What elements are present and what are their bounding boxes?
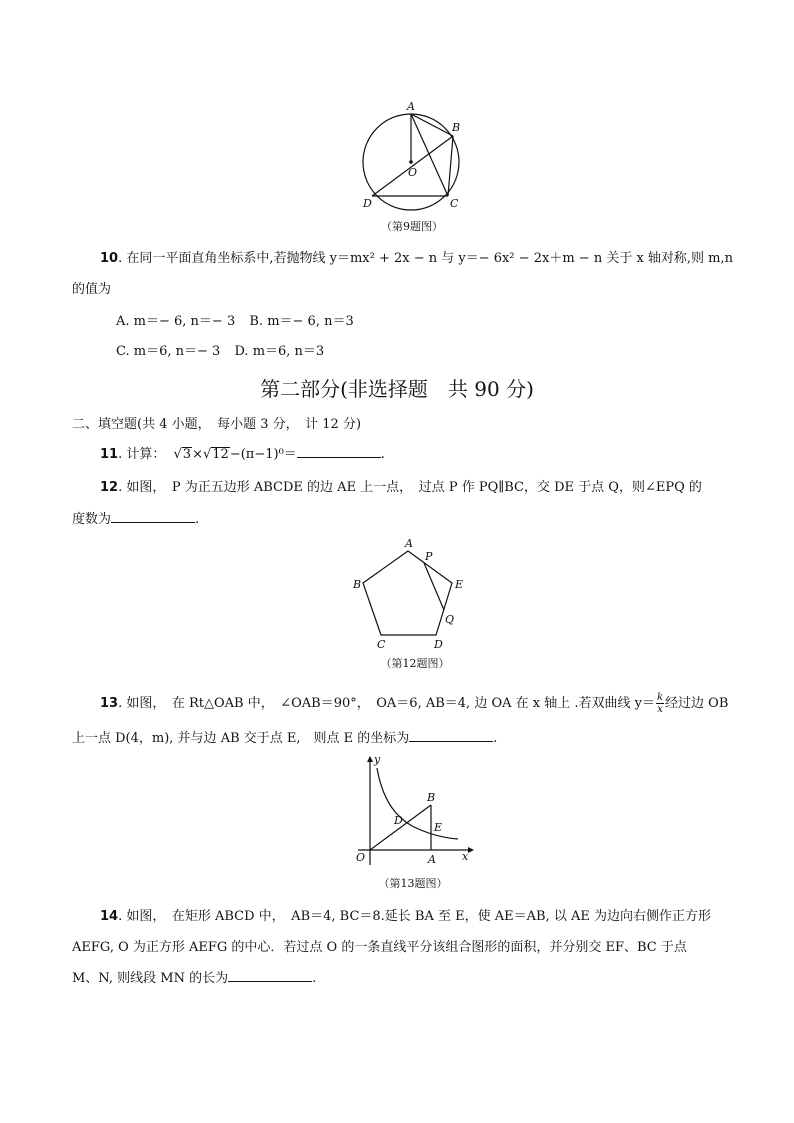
question-13-number: 13: [100, 696, 119, 711]
label-d: D: [363, 197, 372, 210]
option-c[interactable]: C. m＝6, n＝− 3: [116, 344, 221, 359]
question-11-rest: −(π−1)⁰＝: [229, 447, 297, 462]
hyperbola-curve: [377, 768, 458, 839]
question-14-text: . 如图， 在矩形 ABCD 中， AB＝4, BC＝8.延长 BA 至 E，使 AE＝AB, 以 AE 为边向右侧作正方形: [118, 909, 711, 924]
pentagon-abcde: [363, 551, 455, 635]
question-12-line-2: [72, 511, 199, 529]
question-11-prefix: . 计算：: [118, 447, 166, 462]
center-point-o: [409, 160, 413, 164]
question-13-end: .: [493, 731, 498, 746]
figure-12: [348, 536, 478, 654]
segment-ab: [411, 114, 453, 136]
sqrt-3: 3: [182, 447, 192, 462]
question-14-number: 14: [100, 909, 119, 924]
label-e: E: [455, 578, 464, 591]
label-q: Q: [445, 613, 455, 626]
option-d[interactable]: D. m＝6, n＝3: [234, 344, 325, 359]
question-14-line-2: AEFG, O 为正方形 AEFG 的中心．若过点 O 的一条直线平分该组合图形的面积，并分别交 EF、BC 于点: [72, 940, 687, 955]
label-x: x: [462, 850, 469, 863]
option-a[interactable]: A. m＝− 6, n＝− 3: [116, 314, 236, 329]
question-10-number: 10: [100, 251, 119, 266]
question-13-text-b: 经过边 OB: [665, 696, 729, 711]
label-o: O: [408, 166, 418, 179]
question-11-number: 11: [100, 447, 119, 462]
question-12-number: 12: [100, 480, 119, 495]
label-o: O: [356, 851, 366, 864]
label-y: y: [374, 753, 381, 766]
question-14-line-3: [72, 970, 316, 988]
figure-9-caption: （第9题图）: [381, 220, 443, 233]
sqrt-12: 12: [212, 447, 229, 462]
label-c: C: [450, 197, 459, 210]
figure-12-caption: （第12题图）: [380, 657, 450, 670]
fraction-k-over-x: $\frac{k}{x}$: [656, 692, 664, 715]
answer-blank-13[interactable]: [409, 741, 493, 742]
label-d: D: [394, 814, 403, 827]
question-10-options-row-1: [116, 313, 354, 331]
label-a: A: [407, 100, 415, 113]
answer-blank-12[interactable]: [111, 522, 195, 523]
segment-ob: [370, 805, 431, 850]
question-10-text: . 在同一平面直角坐标系中,若抛物线 y＝mx² + 2x − n 与 y＝− 6x² − 2x＋m − n 关于 x 轴对称,则 m,n: [118, 251, 734, 266]
label-b: B: [452, 121, 461, 134]
label-d: D: [434, 638, 443, 651]
question-13-line-1: [100, 692, 728, 715]
question-14-line-1: [100, 908, 711, 926]
question-10-line-1: [100, 250, 733, 268]
question-10-line-2: 的值为: [72, 282, 112, 297]
part-2-title: 第二部分(非选择题 共 90 分): [260, 377, 534, 401]
label-a: A: [428, 853, 436, 866]
figure-13: [350, 753, 475, 869]
question-10-options-row-2: [116, 343, 324, 361]
x-axis-arrow: [468, 847, 474, 853]
label-p: P: [425, 550, 433, 563]
option-b[interactable]: B. m＝− 6, n＝3: [249, 314, 354, 329]
label-b: B: [427, 791, 436, 804]
y-axis-arrow: [367, 756, 373, 762]
question-11-end: .: [380, 447, 385, 462]
section-heading: 二、填空题(共 4 小题， 每小题 3 分， 计 12 分): [72, 417, 362, 432]
question-11: 11. 计算： √3×√12−(π−1)⁰＝ .: [100, 447, 385, 462]
answer-blank-11[interactable]: [297, 457, 381, 458]
question-12-text: . 如图， P 为正五边形 ABCDE 的边 AE 上一点， 过点 P 作 PQ∥BC，交 DE 于点 Q，则∠EPQ 的: [118, 480, 702, 495]
label-b: B: [353, 578, 362, 591]
label-c: C: [377, 638, 386, 651]
question-13-text-2: 上一点 D(4，m), 并与边 AB 交于点 E, 则点 E 的坐标为: [72, 731, 410, 746]
question-13-text: . 如图， 在 Rt△OAB 中， ∠OAB＝90°， OA＝6, AB＝4, 边 OA 在 x 轴上 .若双曲线 y＝: [118, 696, 655, 711]
question-14-end: .: [312, 971, 317, 986]
question-14-text-3: M、N, 则线段 MN 的长为: [72, 971, 229, 986]
answer-blank-14[interactable]: [228, 981, 312, 982]
question-13-line-2: [72, 730, 497, 748]
question-12-line-1: [100, 479, 702, 497]
figure-13-caption: （第13题图）: [378, 877, 448, 890]
label-e: E: [434, 821, 443, 834]
question-12-end: .: [195, 512, 200, 527]
question-12-text-2: 度数为: [72, 512, 112, 527]
label-a: A: [405, 537, 413, 550]
figure-9: [355, 96, 475, 216]
times-sign: ×: [192, 447, 203, 462]
